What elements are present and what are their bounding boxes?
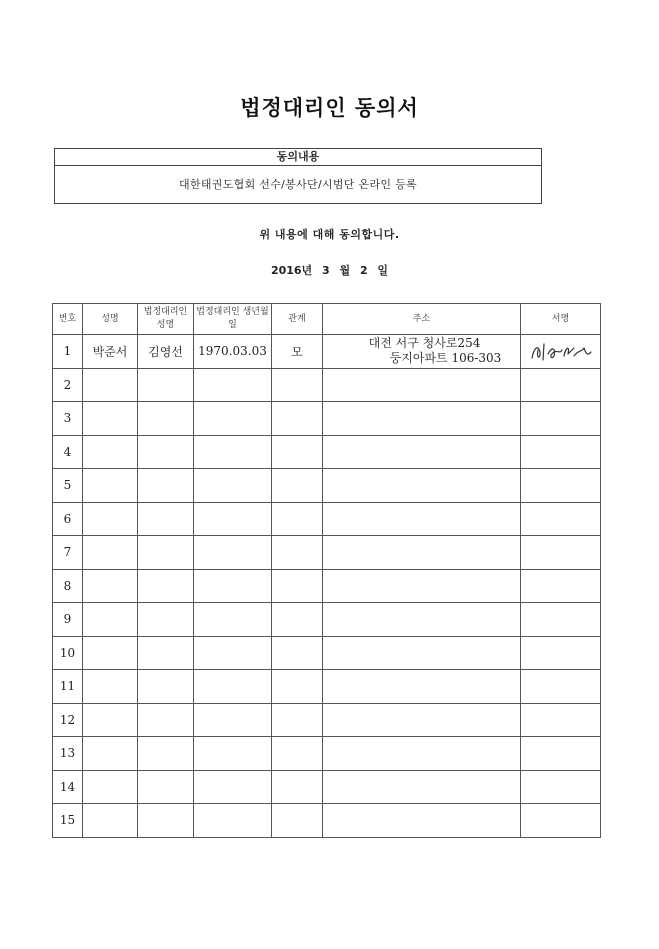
table-row: [53, 737, 601, 771]
signature-icon: [528, 338, 594, 364]
table-row: [53, 368, 601, 402]
header-no: 번호: [53, 304, 83, 335]
cell-no: 1: [53, 335, 83, 369]
cell-name: [83, 670, 138, 704]
cell-guardian-name: [138, 502, 194, 536]
cell-guardian-birth: [194, 469, 272, 503]
cell-no: 5: [53, 469, 83, 503]
cell-name: [83, 703, 138, 737]
header-guardian-name: 법정대리인 성명: [138, 304, 194, 335]
cell-signature: [521, 603, 601, 637]
cell-relation: [272, 368, 323, 402]
cell-address: [323, 435, 521, 469]
document-date: 2016년 3 월 2 일: [270, 264, 389, 277]
table-row: [53, 435, 601, 469]
cell-guardian-name: [138, 368, 194, 402]
cell-address: [323, 804, 521, 838]
cell-guardian-birth: [194, 770, 272, 804]
cell-guardian-name: [138, 770, 194, 804]
table-row: [53, 402, 601, 436]
cell-guardian-name: [138, 703, 194, 737]
cell-address: [323, 368, 521, 402]
cell-no: 14: [53, 770, 83, 804]
roster-table: [52, 303, 601, 838]
cell-relation: [272, 502, 323, 536]
cell-guardian-name: [138, 402, 194, 436]
cell-name: [83, 770, 138, 804]
table-row: [53, 335, 601, 369]
cell-signature: [521, 703, 601, 737]
cell-no: 12: [53, 703, 83, 737]
cell-no: 10: [53, 636, 83, 670]
cell-guardian-birth: [194, 402, 272, 436]
cell-no: 9: [53, 603, 83, 637]
cell-signature: [521, 737, 601, 771]
cell-guardian-name: 김영선: [138, 335, 194, 369]
cell-guardian-name: [138, 603, 194, 637]
table-row: [53, 670, 601, 704]
table-row: [53, 569, 601, 603]
table-row: [53, 804, 601, 838]
cell-address: [323, 703, 521, 737]
cell-address: [323, 402, 521, 436]
cell-relation: [272, 536, 323, 570]
cell-no: 2: [53, 368, 83, 402]
cell-no: 6: [53, 502, 83, 536]
cell-signature: [521, 502, 601, 536]
cell-name: 박준서: [83, 335, 138, 369]
cell-address: [323, 603, 521, 637]
cell-signature: [521, 435, 601, 469]
cell-name: [83, 737, 138, 771]
cell-address: [323, 536, 521, 570]
cell-guardian-name: [138, 804, 194, 838]
cell-name: [83, 569, 138, 603]
table-row: [53, 536, 601, 570]
cell-relation: [272, 770, 323, 804]
cell-relation: [272, 569, 323, 603]
table-row: [53, 469, 601, 503]
cell-guardian-birth: [194, 536, 272, 570]
cell-guardian-birth: [194, 502, 272, 536]
consent-box: [54, 148, 542, 204]
cell-signature: [521, 569, 601, 603]
cell-address: [323, 670, 521, 704]
cell-no: 15: [53, 804, 83, 838]
cell-name: [83, 435, 138, 469]
header-name: 성명: [83, 304, 138, 335]
cell-address: [323, 335, 521, 369]
cell-relation: [272, 703, 323, 737]
header-relation: 관계: [272, 304, 323, 335]
cell-guardian-birth: [194, 703, 272, 737]
cell-relation: [272, 804, 323, 838]
cell-guardian-name: [138, 636, 194, 670]
cell-signature: [521, 636, 601, 670]
cell-signature: [521, 536, 601, 570]
cell-guardian-birth: [194, 670, 272, 704]
cell-signature: [521, 670, 601, 704]
cell-guardian-name: [138, 435, 194, 469]
cell-no: 11: [53, 670, 83, 704]
cell-guardian-birth: [194, 435, 272, 469]
cell-address: [323, 636, 521, 670]
cell-address: [323, 737, 521, 771]
cell-guardian-name: [138, 737, 194, 771]
cell-signature: [521, 335, 601, 369]
cell-address: [323, 770, 521, 804]
header-signature: 서명: [521, 304, 601, 335]
address-line-1: 대전 서구 청사로254: [368, 336, 481, 351]
header-address: 주소: [323, 304, 521, 335]
cell-no: 8: [53, 569, 83, 603]
cell-name: [83, 636, 138, 670]
cell-address: [323, 569, 521, 603]
cell-name: [83, 536, 138, 570]
cell-signature: [521, 402, 601, 436]
cell-guardian-name: [138, 469, 194, 503]
cell-name: [83, 502, 138, 536]
cell-signature: [521, 469, 601, 503]
cell-signature: [521, 770, 601, 804]
cell-relation: 모: [272, 335, 323, 369]
table-row: [53, 636, 601, 670]
table-row: [53, 603, 601, 637]
cell-relation: [272, 435, 323, 469]
cell-address: [323, 502, 521, 536]
consent-heading: 동의내용: [55, 149, 541, 166]
cell-relation: [272, 670, 323, 704]
document-title: 법정대리인 동의서: [240, 96, 419, 120]
cell-relation: [272, 737, 323, 771]
cell-no: 4: [53, 435, 83, 469]
consent-content: 대한태권도협회 선수/봉사단/시범단 온라인 등록: [179, 178, 417, 191]
agree-statement: 위 내용에 대해 동의합니다.: [259, 228, 400, 241]
cell-relation: [272, 636, 323, 670]
cell-relation: [272, 469, 323, 503]
header-guardian-birth: 법정대리인 생년월일: [194, 304, 272, 335]
roster-body: [53, 335, 601, 838]
cell-guardian-birth: [194, 636, 272, 670]
cell-guardian-birth: [194, 368, 272, 402]
cell-guardian-name: [138, 569, 194, 603]
cell-name: [83, 603, 138, 637]
cell-name: [83, 804, 138, 838]
cell-guardian-birth: 1970.03.03: [194, 335, 272, 369]
cell-name: [83, 402, 138, 436]
cell-name: [83, 368, 138, 402]
cell-signature: [521, 804, 601, 838]
table-row: [53, 703, 601, 737]
cell-relation: [272, 402, 323, 436]
table-row: [53, 502, 601, 536]
address-line-2: 둥지아파트 106-303: [389, 351, 502, 366]
cell-address: [323, 469, 521, 503]
cell-no: 13: [53, 737, 83, 771]
cell-guardian-name: [138, 670, 194, 704]
cell-no: 3: [53, 402, 83, 436]
cell-guardian-name: [138, 536, 194, 570]
cell-name: [83, 469, 138, 503]
cell-guardian-birth: [194, 603, 272, 637]
table-header-row: [53, 304, 601, 335]
cell-guardian-birth: [194, 569, 272, 603]
cell-guardian-birth: [194, 737, 272, 771]
cell-no: 7: [53, 536, 83, 570]
table-row: [53, 770, 601, 804]
cell-guardian-birth: [194, 804, 272, 838]
cell-relation: [272, 603, 323, 637]
cell-signature: [521, 368, 601, 402]
